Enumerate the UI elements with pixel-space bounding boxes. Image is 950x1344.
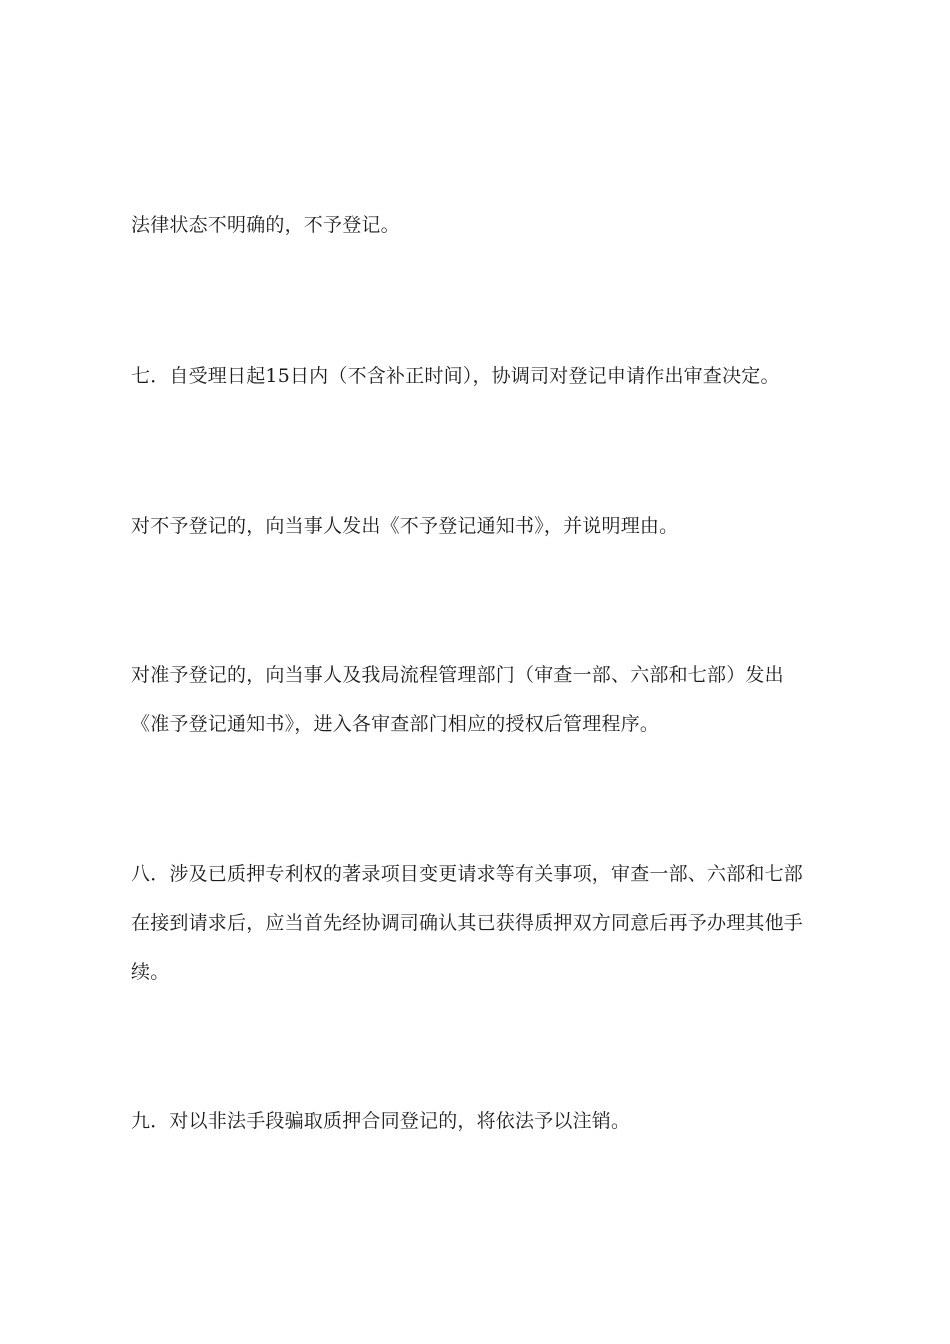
text-line-section-8-2: 在接到请求后，应当首先经协调司确认其已获得质押双方同意后再予办理其他手 <box>131 912 804 934</box>
text-line-section-9: 九．对以非法手段骗取质押合同登记的，将依法予以注销。 <box>131 1110 631 1132</box>
text-line-approved-2: 《准予登记通知书》，进入各审查部门相应的授权后管理程序。 <box>131 713 660 735</box>
text-line-not-registered-status: 法律状态不明确的，不予登记。 <box>131 214 400 236</box>
text-line-not-approved: 对不予登记的，向当事人发出《不予登记通知书》，并说明理由。 <box>131 515 679 537</box>
text-line-section-8-3: 续。 <box>131 961 170 983</box>
text-line-approved-1: 对准予登记的，向当事人及我局流程管理部门（审查一部、六部和七部）发出 <box>131 664 784 686</box>
text-line-section-7: 七．自受理日起15日内（不含补正时间），协调司对登记申请作出审查决定。 <box>131 365 780 387</box>
text-line-section-8-1: 八．涉及已质押专利权的著录项目变更请求等有关事项，审查一部、六部和七部 <box>131 863 804 885</box>
